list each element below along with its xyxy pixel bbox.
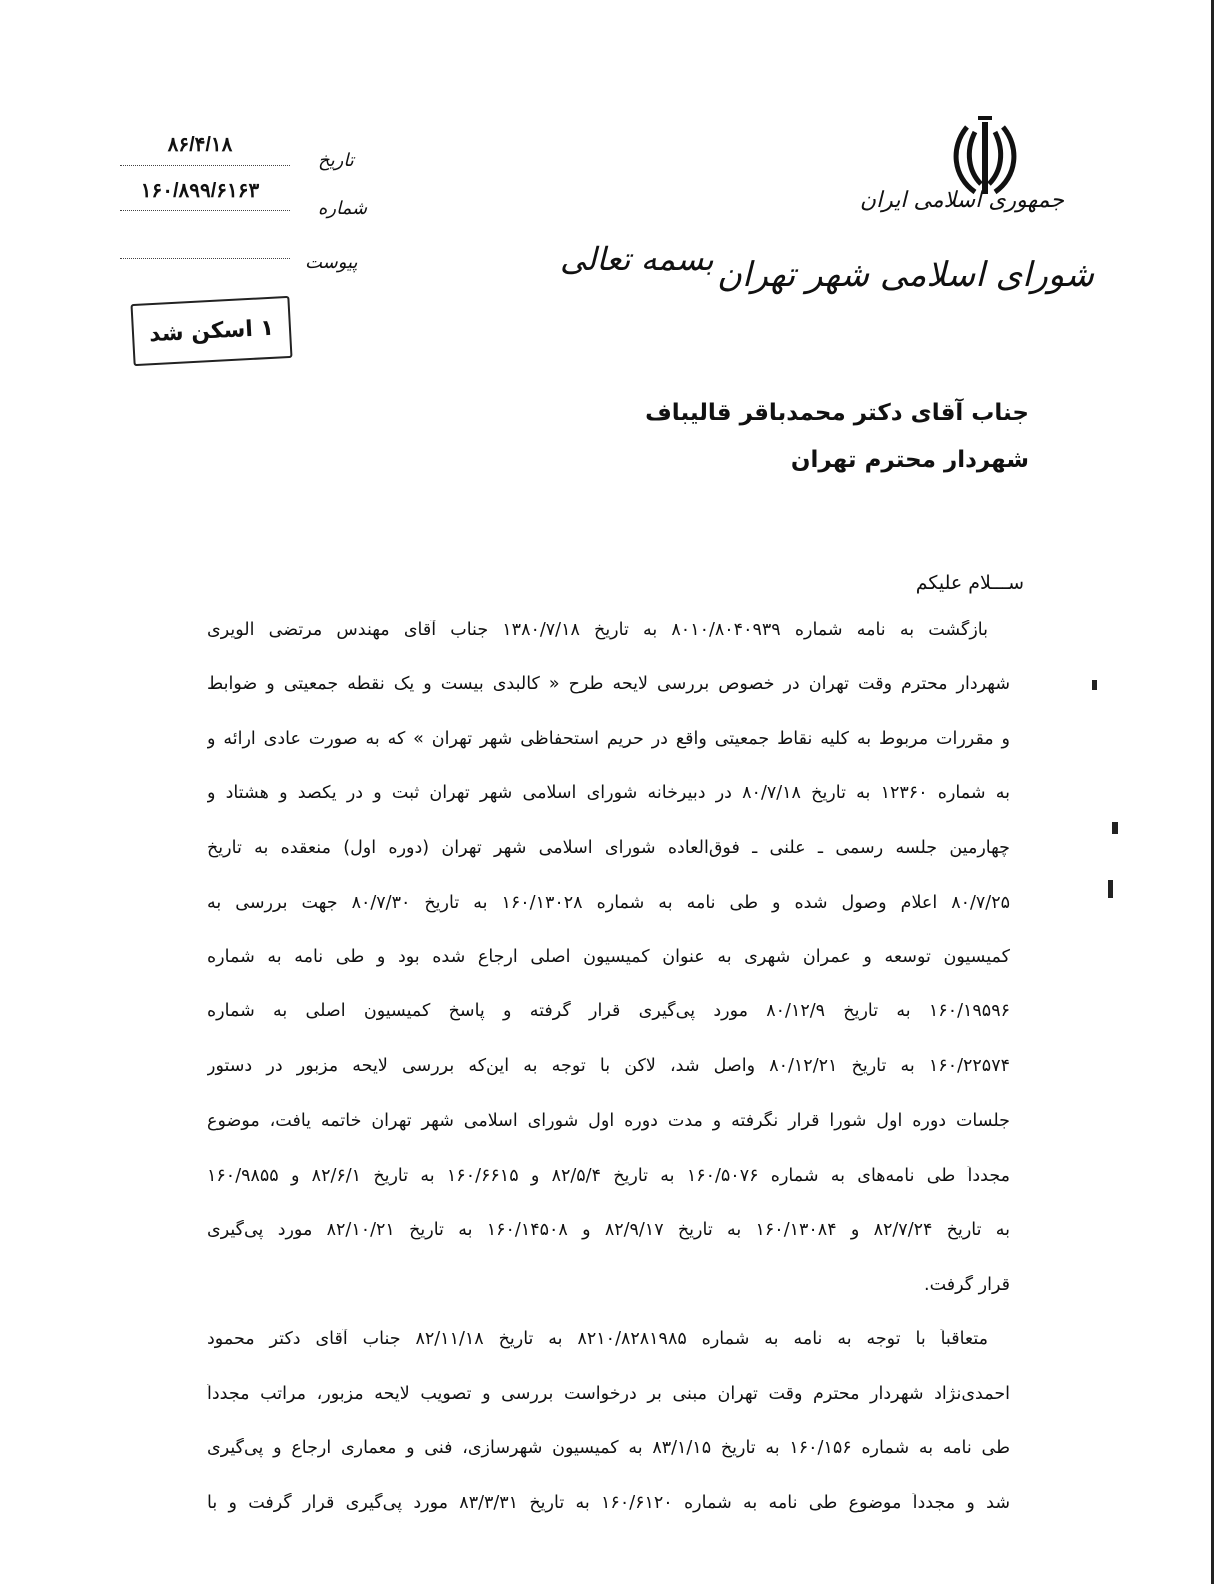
date-dotted-line — [120, 165, 290, 166]
body-line: ۱۶۰/۲۲۵۷۴ به تاریخ ۸۰/۱۲/۲۱ واصل شد، لاکن با توجه به این‌که بررسی لایحه مزبور در دستور — [207, 1056, 1010, 1076]
body-line: به شماره ۱۲۳۶۰ به تاریخ ۸۰/۷/۱۸ در دبیرخانه شورای اسلامی شهر تهران ثبت و در یکصد و هشتاد و — [207, 783, 1010, 803]
attachment-dotted-line — [120, 258, 290, 259]
body-line: ۱۶۰/۱۹۵۹۶ به تاریخ ۸۰/۱۲/۹ مورد پی‌گیری قرار گرفته و پاسخ کمیسیون اصلی به شماره — [207, 1001, 1010, 1021]
date-value: ۸۶/۴/۱۸ — [167, 134, 233, 156]
scan-edge — [1211, 0, 1214, 1584]
addressee-name: جناب آقای دکتر محمدباقر قالیباف — [645, 400, 1029, 426]
body-line: احمدی‌نژاد شهردار محترم وقت تهران مبنی بر درخواست بررسی و تصویب لایحه مزبور، مراتب مجدداً — [207, 1384, 1010, 1404]
number-dotted-line — [120, 210, 290, 211]
scan-speck — [1108, 880, 1113, 898]
body-line: کمیسیون توسعه و عمران شهری به عنوان کمیسیون اصلی ارجاع شده بود و طی نامه به شماره — [207, 947, 1010, 967]
date-label: تاریخ — [318, 150, 354, 171]
scanned-stamp: ۱ اسکن شد — [130, 296, 292, 366]
body-line: به تاریخ ۸۲/۷/۲۴ و ۱۶۰/۱۳۰۸۴ به تاریخ ۸۲/۹/۱۷ و ۱۶۰/۱۴۵۰۸ به تاریخ ۸۲/۱۰/۲۱ مورد پی‌گیری — [207, 1220, 1010, 1240]
scan-speck — [1092, 680, 1097, 690]
greeting: ســـلام علیکم — [915, 572, 1024, 594]
body-line: مجدداً طی نامه‌های به شماره ۱۶۰/۵۰۷۶ به تاریخ ۸۲/۵/۴ و ۱۶۰/۶۶۱۵ به تاریخ ۸۲/۶/۱ و ۱۶۰/۹۸۵۵ — [207, 1166, 1010, 1186]
body-line: شد و مجدداً موضوع طی نامه به شماره ۱۶۰/۶۱۲۰ به تاریخ ۸۳/۳/۳۱ مورد پی‌گیری قرار گرفت و با — [207, 1493, 1010, 1513]
letterhead-council: شورای اسلامی شهر تهران — [717, 255, 1094, 295]
body-line: قرار گرفت. — [924, 1275, 1010, 1295]
body-line: بازگشت به نامه شماره ۸۰۱۰/۸۰۴۰۹۳۹ به تاریخ ۱۳۸۰/۷/۱۸ جناب آقای مهندس مرتضی الویری — [207, 620, 988, 640]
number-value: ۱۶۰/۸۹۹/۶۱۶۳ — [140, 180, 260, 202]
body-line: طی نامه به شماره ۱۶۰/۱۵۶ به تاریخ ۸۳/۱/۱۵ به کمیسیون شهرسازی، فنی و معماری ارجاع و پی‌گیری — [207, 1438, 1010, 1458]
body-line: چهارمین جلسه رسمی ـ علنی ـ فوق‌العاده شورای اسلامی شهر تهران (دوره اول) منعقده به تاریخ — [207, 838, 1010, 858]
body-line: و مقررات مربوط به کلیه نقاط جمعیتی واقع در حریم استحفاظی شهر تهران » که به صورت عادی ارائه و — [207, 729, 1010, 749]
attachment-label: پیوست — [305, 252, 358, 273]
invocation: بسمه تعالی — [560, 240, 714, 278]
body-line: متعاقباً با توجه به نامه به شماره ۸۲۱۰/۸۲۸۱۹۸۵ به تاریخ ۸۲/۱۱/۱۸ جناب آقای دکتر محمود — [207, 1329, 989, 1349]
number-label: شماره — [318, 198, 368, 219]
body-line: شهردار محترم وقت تهران در خصوص بررسی لایحه طرح « کالبدی بیست و یک نقطه جمعیتی و ضوابط — [207, 674, 1010, 694]
body-line: ۸۰/۷/۲۵ اعلام وصول شده و طی نامه به شماره ۱۶۰/۱۳۰۲۸ به تاریخ ۸۰/۷/۳۰ جهت بررسی به — [207, 893, 1010, 913]
scan-speck — [1112, 822, 1118, 834]
body-line: جلسات دوره اول شورا قرار نگرفته و مدت دوره اول شورای اسلامی شهر تهران خاتمه یافت، موضوع — [207, 1111, 1010, 1131]
addressee-title: شهردار محترم تهران — [790, 447, 1029, 473]
letterhead-republic: جمهوری اسلامی ایران — [859, 188, 1064, 213]
